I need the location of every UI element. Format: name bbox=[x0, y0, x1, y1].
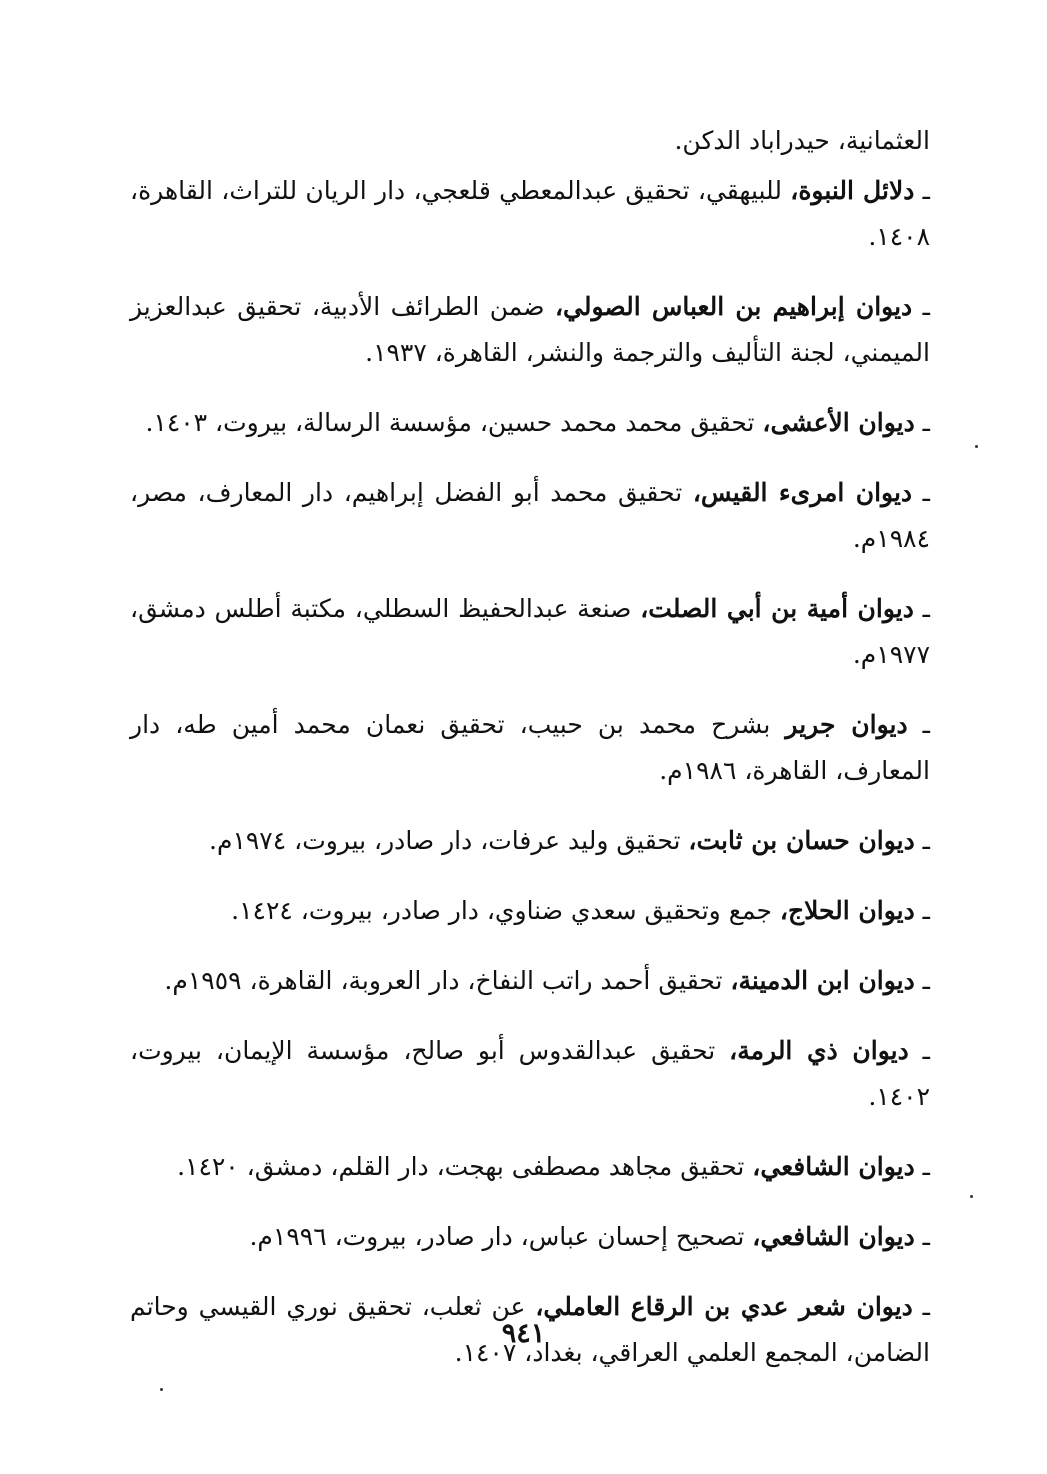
continuation-line: العثمانية، حيدراباد الدكن. bbox=[674, 126, 930, 155]
entry-title: ديوان جرير bbox=[785, 710, 908, 739]
bibliography-entry: ـ ديوان الشافعي، تصحيح إحسان عباس، دار صادر، بيروت، ١٩٩٦م. bbox=[249, 1222, 930, 1251]
entry-details: ضمن الطرائف الأدبية، تحقيق عبدالعزيز الميمني، لجنة التأليف والترجمة والنشر، القاهرة، ١٩٣٧. bbox=[130, 292, 930, 367]
bibliography-entry: ـ ديوان حسان بن ثابت، تحقيق وليد عرفات، دار صادر، بيروت، ١٩٧٤م. bbox=[209, 826, 930, 855]
entry-title: دلائل النبوة، bbox=[790, 176, 915, 205]
page-number: ٩٤١ bbox=[501, 1318, 546, 1349]
bibliography-entry: ـ ديوان الشافعي، تحقيق مجاهد مصطفى بهجت، دار القلم، دمشق، ١٤٢٠. bbox=[177, 1152, 930, 1181]
entry-title: ديوان الشافعي، bbox=[752, 1222, 915, 1251]
bibliography-entry: ـ ديوان ابن الدمينة، تحقيق أحمد راتب النفاخ، دار العروبة، القاهرة، ١٩٥٩م. bbox=[164, 966, 930, 995]
entry-title: ديوان إبراهيم بن العباس الصولي، bbox=[554, 292, 913, 321]
entry-title: ديوان امرىء القيس، bbox=[692, 478, 913, 507]
entry-details: تحقيق أحمد راتب النفاخ، دار العروبة، القاهرة، ١٩٥٩م. bbox=[164, 966, 731, 995]
entry-details: تصحيح إحسان عباس، دار صادر، بيروت، ١٩٩٦م. bbox=[249, 1222, 753, 1251]
bibliography-entry: ـ ديوان إبراهيم بن العباس الصولي، ضمن الطرائف الأدبية، تحقيق عبدالعزيز الميمني، لجنة التأليف والترجمة والنشر، القاهرة، ١٩٣٧. bbox=[130, 292, 930, 367]
entry-details: تحقيق وليد عرفات، دار صادر، بيروت، ١٩٧٤م. bbox=[209, 826, 689, 855]
entry-details: تحقيق محمد أبو الفضل إبراهيم، دار المعارف، مصر، ١٩٨٤م. bbox=[130, 478, 930, 553]
bibliography-entry: ـ ديوان ذي الرمة، تحقيق عبدالقدوس أبو صالح، مؤسسة الإيمان، بيروت، ١٤٠٢. bbox=[130, 1036, 930, 1111]
bibliography-entry: ـ دلائل النبوة، للبيهقي، تحقيق عبدالمعطي قلعجي، دار الريان للتراث، القاهرة، ١٤٠٨. bbox=[130, 176, 930, 251]
bibliography-entry: ـ ديوان شعر عدي بن الرقاع العاملي، عن ثعلب، تحقيق نوري القيسي وحاتم الضامن، المجمع العلمي العراقي، بغداد، ١٤٠٧. bbox=[130, 1292, 930, 1367]
scan-speck bbox=[160, 1388, 163, 1391]
scan-speck bbox=[970, 1195, 973, 1198]
bibliography-entry: ـ ديوان جرير بشرح محمد بن حبيب، تحقيق نعمان محمد أمين طه، دار المعارف، القاهرة، ١٩٨٦م. bbox=[130, 710, 930, 785]
entry-details: للبيهقي، تحقيق عبدالمعطي قلعجي، دار الريان للتراث، القاهرة، ١٤٠٨. bbox=[130, 176, 930, 251]
bibliography-entry: ـ ديوان أمية بن أبي الصلت، صنعة عبدالحفيظ السطلي، مكتبة أطلس دمشق، ١٩٧٧م. bbox=[130, 594, 930, 669]
entry-details: عن ثعلب، تحقيق نوري القيسي وحاتم الضامن، المجمع العلمي العراقي، بغداد، ١٤٠٧. bbox=[130, 1292, 930, 1367]
entry-details: تحقيق محمد محمد حسين، مؤسسة الرسالة، بيروت، ١٤٠٣. bbox=[145, 408, 763, 437]
entry-title: ديوان حسان بن ثابت، bbox=[688, 826, 915, 855]
entry-details: تحقيق عبدالقدوس أبو صالح، مؤسسة الإيمان، بيروت، ١٤٠٢. bbox=[130, 1036, 930, 1111]
entry-title: ديوان الشافعي، bbox=[752, 1152, 915, 1181]
entry-title: ديوان ذي الرمة، bbox=[729, 1036, 909, 1065]
bibliography-entry: ـ ديوان الأعشى، تحقيق محمد محمد حسين، مؤسسة الرسالة، بيروت، ١٤٠٣. bbox=[145, 408, 930, 437]
scan-speck bbox=[975, 445, 978, 448]
entry-details: صنعة عبدالحفيظ السطلي، مكتبة أطلس دمشق، ١٩٧٧م. bbox=[130, 594, 930, 669]
bibliography-entry: ـ ديوان الحلاج، جمع وتحقيق سعدي ضناوي، دار صادر، بيروت، ١٤٢٤. bbox=[231, 896, 930, 925]
entry-details: جمع وتحقيق سعدي ضناوي، دار صادر، بيروت، ١٤٢٤. bbox=[231, 896, 780, 925]
entry-details: بشرح محمد بن حبيب، تحقيق نعمان محمد أمين طه، دار المعارف، القاهرة، ١٩٨٦م. bbox=[130, 710, 930, 785]
entry-title: ديوان شعر عدي بن الرقاع العاملي، bbox=[535, 1292, 913, 1321]
entry-title: ديوان الحلاج، bbox=[779, 896, 915, 925]
entry-title: ديوان الأعشى، bbox=[762, 408, 915, 437]
bibliography-page bbox=[130, 118, 930, 1400]
bibliography-entry: ـ ديوان امرىء القيس، تحقيق محمد أبو الفضل إبراهيم، دار المعارف، مصر، ١٩٨٤م. bbox=[130, 478, 930, 553]
entry-title: ديوان ابن الدمينة، bbox=[730, 966, 915, 995]
entry-title: ديوان أمية بن أبي الصلت، bbox=[640, 594, 914, 623]
entry-details: تحقيق مجاهد مصطفى بهجت، دار القلم، دمشق، ١٤٢٠. bbox=[177, 1152, 753, 1181]
